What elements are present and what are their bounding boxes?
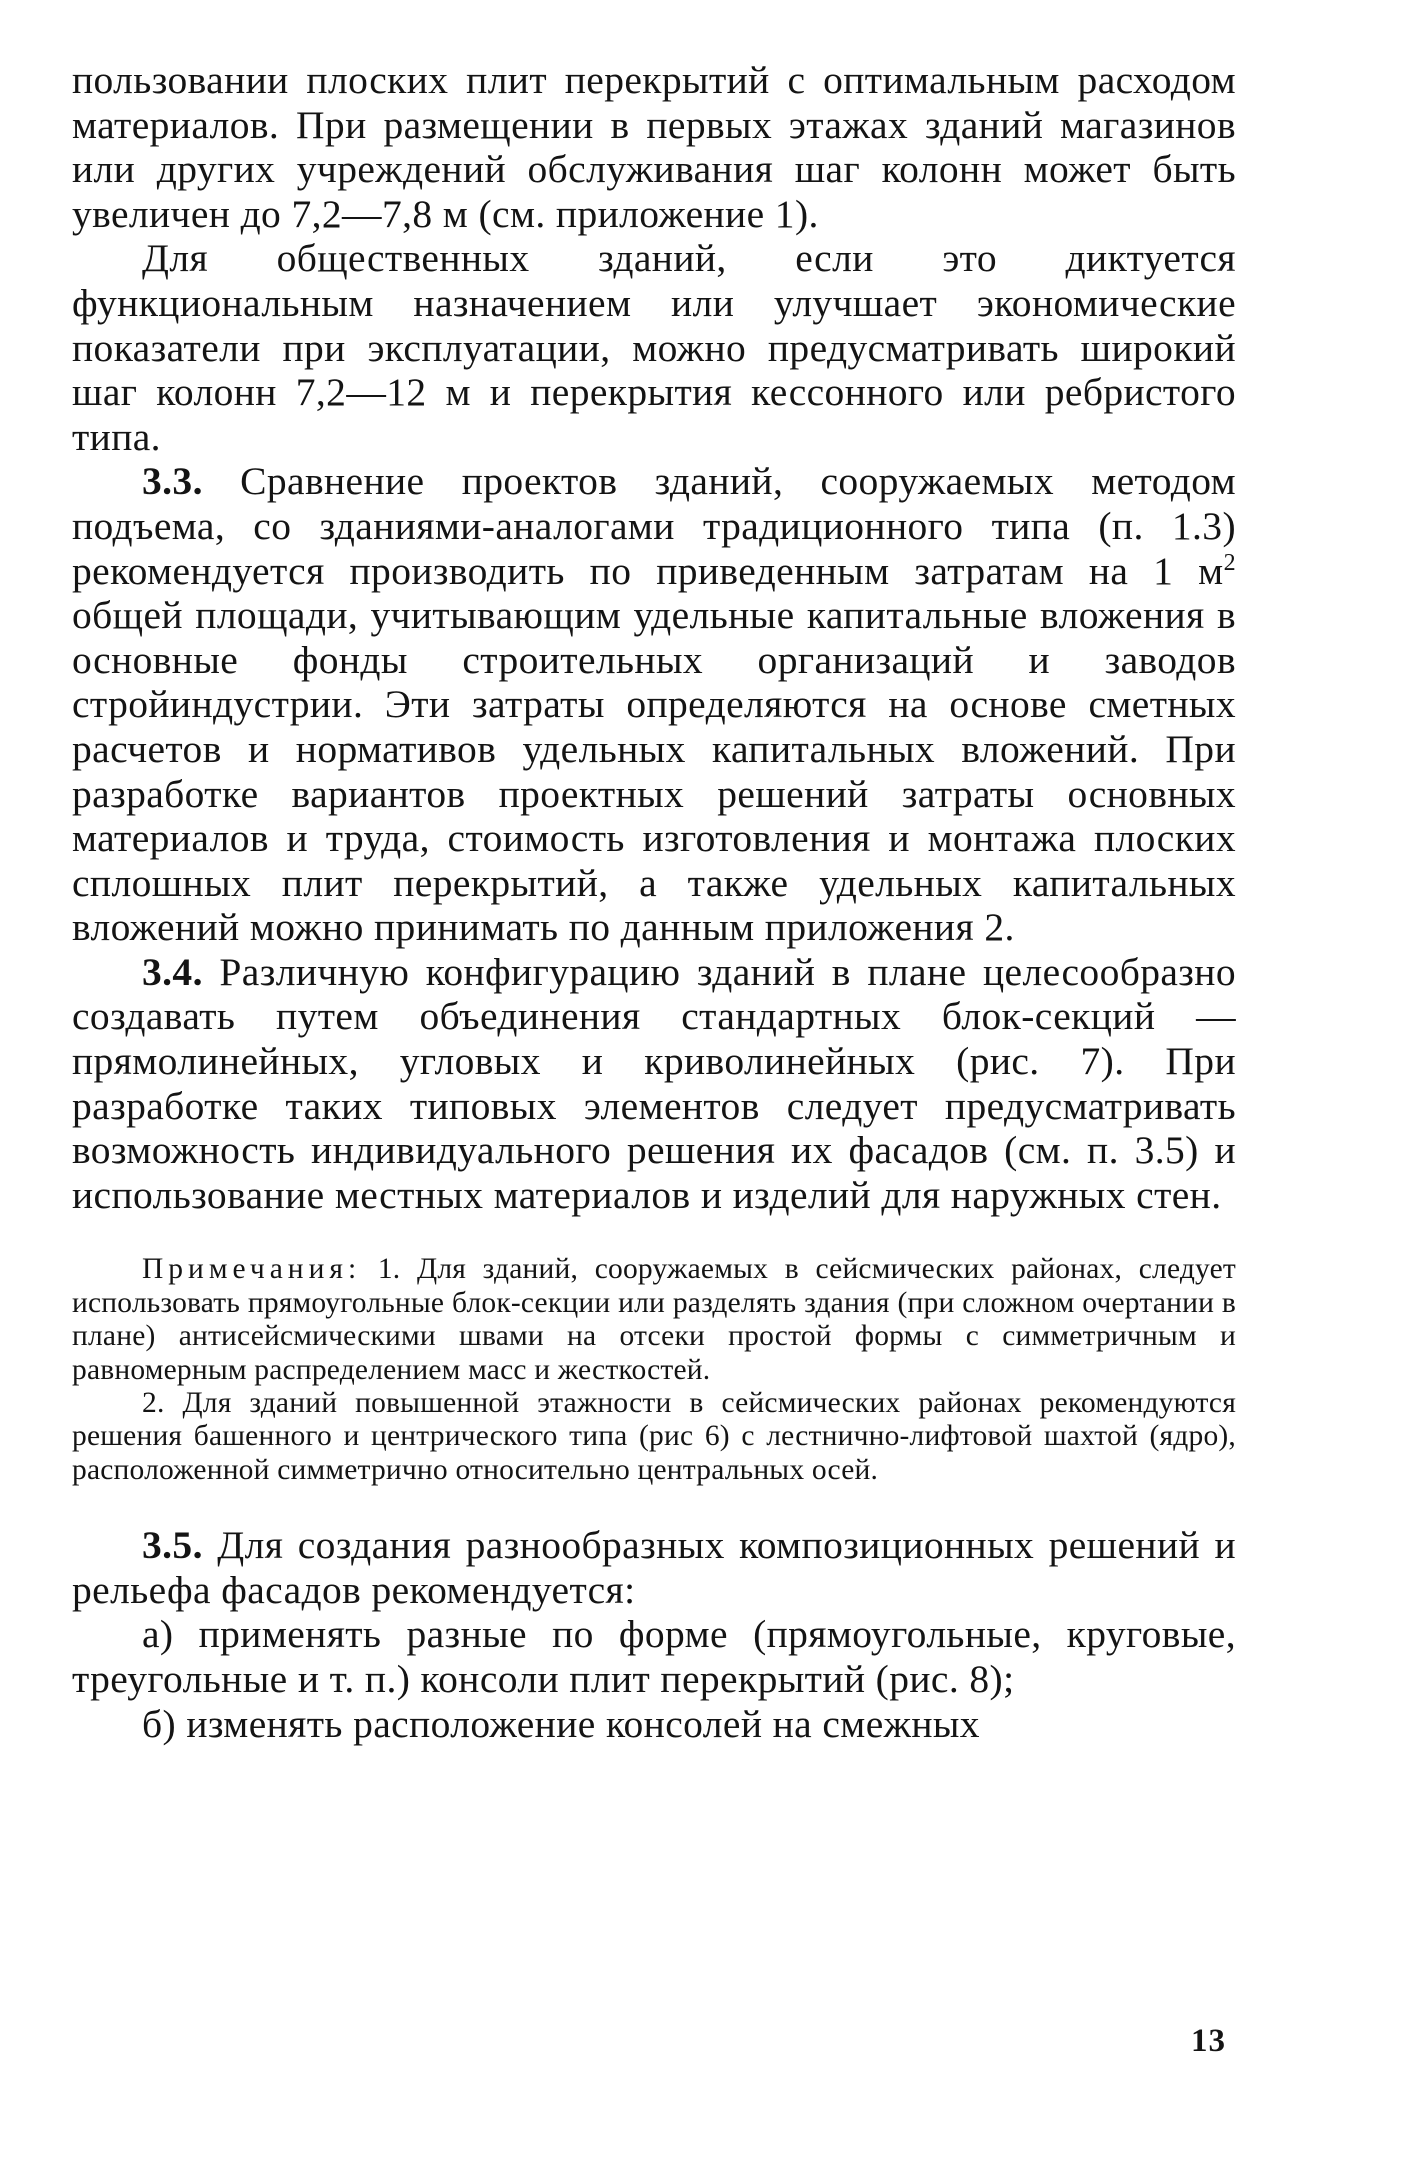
- paragraph-3-3-text-b: общей площади, учитывающим удельные капитальные вложения в основные фонды строительных организаций и заводов стройиндустрии. Эти затраты определяются на основе сметных расчетов и нормативов удельных капитальных вложений. При разработке вариантов проектных решений затраты основных материалов и труда, стоимость изготовления и монтажа плоских сплошных плит перекрытий, а также удельных капитальных вложений можно принимать по данным приложения 2.: [72, 593, 1236, 950]
- paragraph-public-buildings: Для общественных зданий, если это диктуется функциональным назначением или улучшает экономические показатели при эксплуатации, можно предусматривать широкий шаг колонн 7,2—12 м и перекрытия кессонного или ребристого типа.: [72, 236, 1236, 459]
- paragraph-3-5-intro: Для создания разнообразных композиционных решений и рельефа фасадов рекомендуется:: [72, 1523, 1237, 1612]
- page-number: 13: [1191, 2023, 1226, 2059]
- section-number-3-4: 3.4.: [142, 949, 203, 994]
- note-1: [72, 1253, 1236, 1387]
- note-1-text: 1. Для зданий, сооружаемых в сейсмических районах, следует использовать прямоугольные блок-секции или разделять здания (при сложном очертании в плане) антисейсмическими швами на отсеки простой формы с симметричным и равномерным распределением масс и жесткостей.: [72, 1253, 1237, 1386]
- paragraph-3-4: [72, 950, 1236, 1218]
- section-number-3-3: 3.3.: [142, 459, 203, 504]
- section-3-5-block: [72, 1523, 1236, 1746]
- list-item-b: б) изменять расположение консолей на смежных: [142, 1701, 980, 1746]
- section-number-3-5: 3.5.: [142, 1523, 203, 1568]
- paragraph-3-4-text: Различную конфигурацию зданий в плане целесообразно создавать путем объединения стандартных блок-секций — прямолинейных, угловых и криволинейных (рис. 7). При разработке таких типовых элементов следует предусматривать возможность индивидуального решения их фасадов (см. п. 3.5) и использование местных материалов и изделий для наружных стен.: [72, 949, 1236, 1217]
- paragraph-3-3-text-a: Сравнение проектов зданий, сооружаемых методом подъема, со зданиями-аналогами традиционного типа (п. 1.3) рекомендуется производить по приведенным затратам на 1 м: [72, 459, 1236, 593]
- notes-block: [72, 1253, 1236, 1487]
- document-page: [72, 58, 1236, 1746]
- note-2: 2. Для зданий повышенной этажности в сейсмических районах рекомендуются решения башенного и центрического типа (рис 6) с лестнично-лифтовой шахтой (ядро), расположенной симметрично относительно центральных осей.: [72, 1387, 1236, 1486]
- list-item-a: а) применять разные по форме (прямоугольные, круговые, треугольные и т. п.) консоли плит перекрытий (рис. 8);: [72, 1612, 1236, 1702]
- paragraph-continuation: пользовании плоских плит перекрытий с оптимальным расходом материалов. При размещении в первых этажах зданий магазинов или других учреждений обслуживания шаг колонн может быть увеличен до 7,2—7,8 м (см. приложение 1).: [72, 58, 1236, 236]
- paragraph-3-5: [72, 1523, 1236, 1612]
- notes-label: Примечания:: [142, 1253, 362, 1286]
- superscript-squared: 2: [1223, 549, 1236, 576]
- main-text-block: [72, 58, 1236, 1217]
- paragraph-3-3: [72, 459, 1236, 950]
